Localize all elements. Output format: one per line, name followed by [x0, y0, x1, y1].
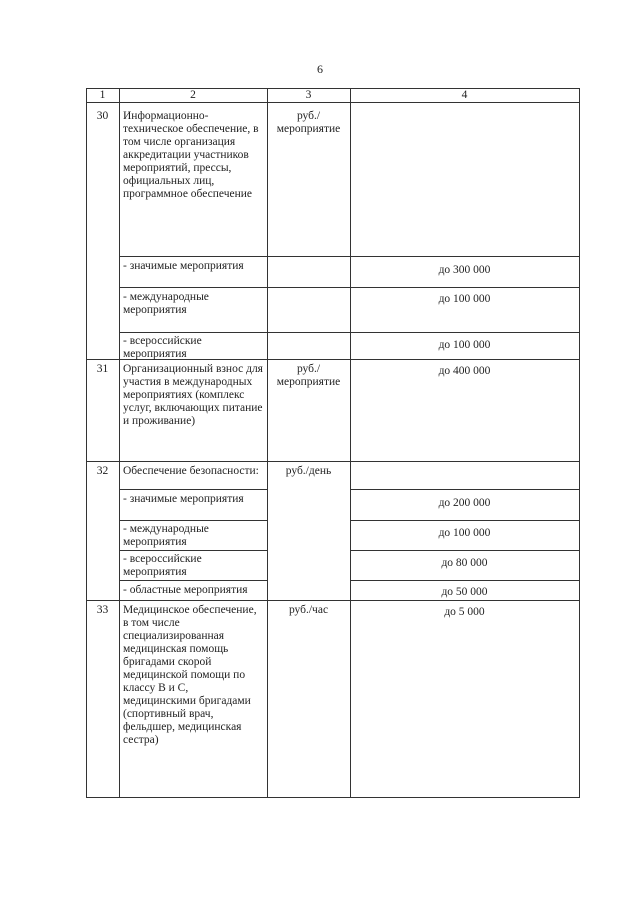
row30-number: 30	[96, 110, 109, 122]
row30-sub1-label: - значимые мероприятия	[123, 260, 244, 272]
header-col-4: 4	[461, 89, 468, 101]
row32-sub1-label: - значимые мероприятия	[123, 493, 244, 505]
row30-sub2-value: до 100 000	[438, 293, 491, 305]
row32-sub3-label: - всероссийские мероприятия	[123, 553, 202, 578]
row32-sub3-value: до 80 000	[441, 557, 488, 569]
row32-number: 32	[96, 465, 109, 477]
row32-sub2-value: до 100 000	[438, 527, 491, 539]
r32-sub2-line-a	[119, 520, 267, 521]
row33-description: Медицинское обеспечение, в том числе специализированная медицинская помощь бригадами скорой медицинской помощи по классу В и С, медицинскими бригадами (спортивный врач, фельдшер, медицинская сестра)	[123, 604, 257, 746]
row32-unit: руб./день	[285, 465, 332, 477]
row31-description: Организационный взнос для участия в международных мероприятиях (комплекс услуг, включающих питание и проживание)	[123, 363, 263, 427]
r32-sub1-line-b	[350, 489, 580, 490]
table-border-right	[579, 88, 580, 798]
r32-sub1-line-a	[119, 489, 267, 490]
row30-sub2-label: - международные мероприятия	[123, 291, 209, 316]
r32-sub3-line-a	[119, 550, 267, 551]
row30-description: Информационно-техническое обеспечение, в том числе организация аккредитации участников мероприятий, прессы, официальных лиц, программное обеспечение	[123, 110, 259, 200]
row30-unit: руб./ мероприятие	[276, 110, 341, 135]
r32-sub4-line-a	[119, 580, 267, 581]
row32-sub1-value: до 200 000	[438, 497, 491, 509]
row32-sub4-label: - областные мероприятия	[123, 584, 248, 596]
row33-top-line	[86, 600, 580, 601]
row33-number: 33	[96, 604, 109, 616]
r32-sub3-line-b	[350, 550, 580, 551]
row33-value: до 5 000	[444, 606, 485, 618]
table-border-bottom	[86, 797, 580, 798]
page-number: 6	[317, 62, 323, 76]
row30-sub1-value: до 300 000	[438, 264, 491, 276]
col2-divider	[267, 88, 268, 798]
r32-sub2-line-b	[350, 520, 580, 521]
row32-top-line	[86, 461, 580, 462]
row32-sub4-value: до 50 000	[441, 586, 488, 598]
row31-value: до 400 000	[438, 365, 491, 377]
rates-table	[86, 88, 580, 798]
col1-divider	[119, 88, 120, 798]
row32-sub2-label: - международные мероприятия	[123, 523, 209, 548]
row32-description: Обеспечение безопасности:	[123, 465, 259, 477]
row33-unit: руб./час	[288, 604, 329, 616]
table-border-left	[86, 88, 87, 798]
header-col-1: 1	[99, 89, 106, 101]
col3-divider	[350, 88, 351, 798]
row30-sub3-label: - всероссийские мероприятия	[123, 335, 202, 360]
header-col-2: 2	[190, 89, 196, 101]
r32-sub4-line-b	[350, 580, 580, 581]
row31-unit: руб./ мероприятие	[276, 363, 341, 388]
header-bottom-line	[86, 102, 580, 103]
row31-number: 31	[96, 363, 109, 375]
header-col-3: 3	[305, 89, 312, 101]
row30-sub3-value: до 100 000	[438, 339, 491, 351]
